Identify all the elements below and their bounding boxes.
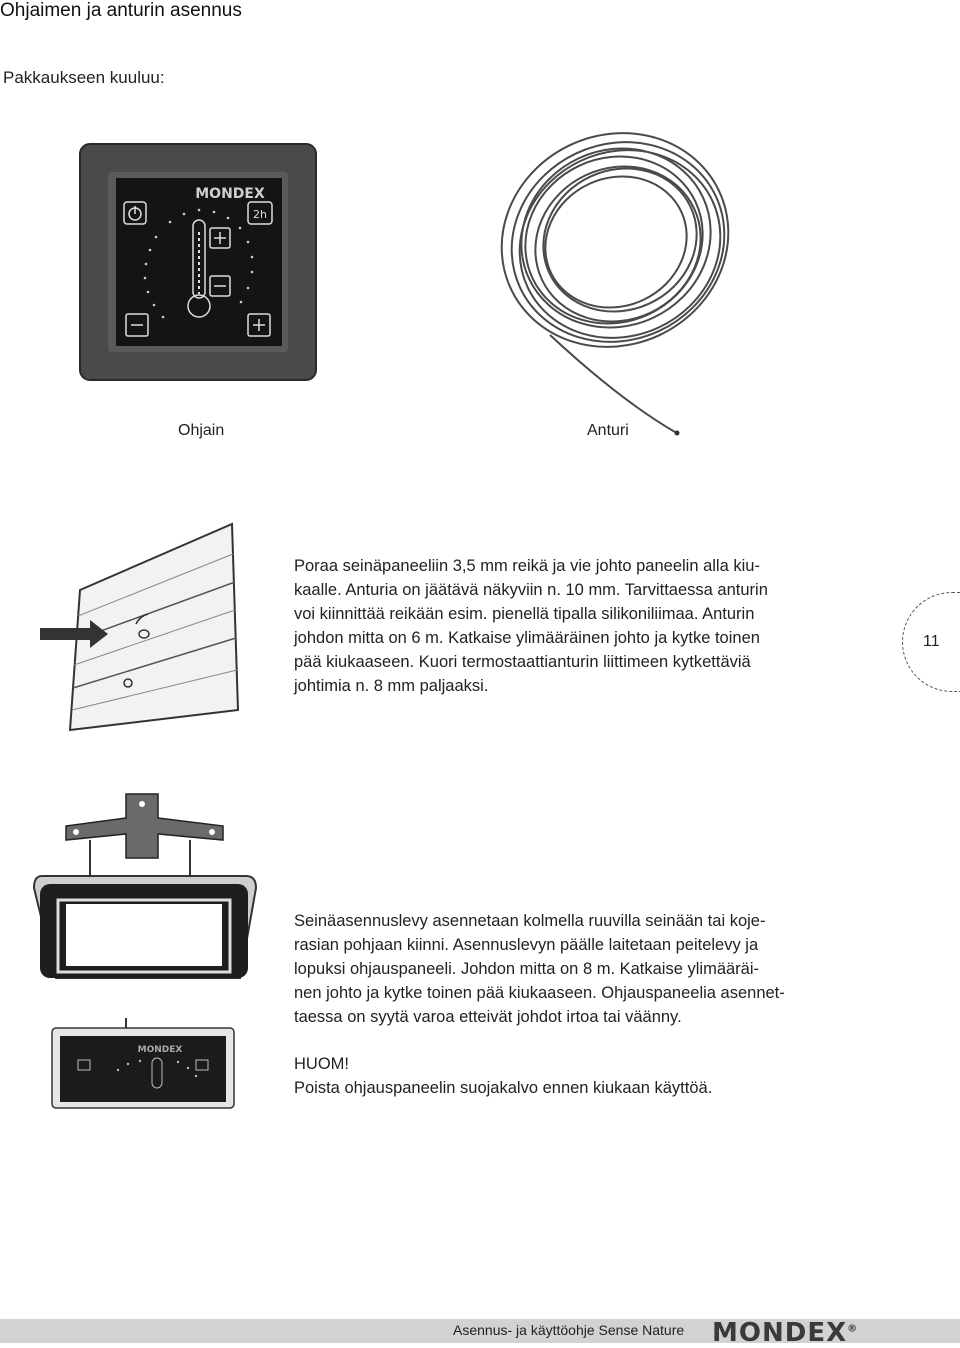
page-title: Ohjaimen ja anturin asennus xyxy=(0,0,242,21)
footer-logo: MONDEX® xyxy=(712,1318,859,1348)
sensor-cable-image xyxy=(480,120,750,450)
package-contents-heading: Pakkaukseen kuuluu: xyxy=(3,68,165,87)
controller-caption: Ohjain xyxy=(178,422,225,439)
sensor-caption: Anturi xyxy=(587,422,629,439)
svg-text:2h: 2h xyxy=(253,208,267,221)
note-title: HUOM! xyxy=(294,1055,349,1073)
controller-image xyxy=(78,142,318,382)
svg-text:MONDEX: MONDEX xyxy=(137,1045,183,1055)
page-number: 11 xyxy=(923,633,940,650)
sensor-install-text: Poraa seinäpaneeliin 3,5 mm reikä ja vie johto paneelin alla kiu- kaalle. Anturia on jäätävä näkyviin n. 10 mm. Tarvittaessa anturin voi kiinnittää reikään esim. pienellä tipalla silikoniliimaa. Anturin johdon mitta on 6 m. Katkaise ylimääräinen johto ja kytke toinen pää kiukaaseen. Kuori termostaattianturin liittimeen kytkettäviä johtimia n. 8 mm paljaaksi. xyxy=(294,557,768,695)
wall-panel-image xyxy=(40,520,245,735)
panel-install-text: Seinäasennuslevy asennetaan kolmella ruuvilla seinään tai koje- rasian pohjaan kiinni. Asennuslevyn päälle laitetaan peitelevy ja lopuksi ohjauspaneeli. Johdon mitta on 8 m. Katkaise ylimääräi- nen johto ja kytke toinen pää kiukaaseen. Ohjauspaneelia asennet- taessa on syytä varoa etteivät johdot irtoa tai väänny. xyxy=(294,912,785,1026)
controller-logo: MONDEX xyxy=(195,186,265,202)
mounting-assembly-image xyxy=(28,788,268,1113)
footer-manual-title: Asennus- ja käyttöohje Sense Nature xyxy=(453,1322,685,1338)
note-text: Poista ohjauspaneelin suojakalvo ennen kiukaan käyttöä. xyxy=(294,1079,713,1097)
page-number-tab xyxy=(902,592,960,692)
